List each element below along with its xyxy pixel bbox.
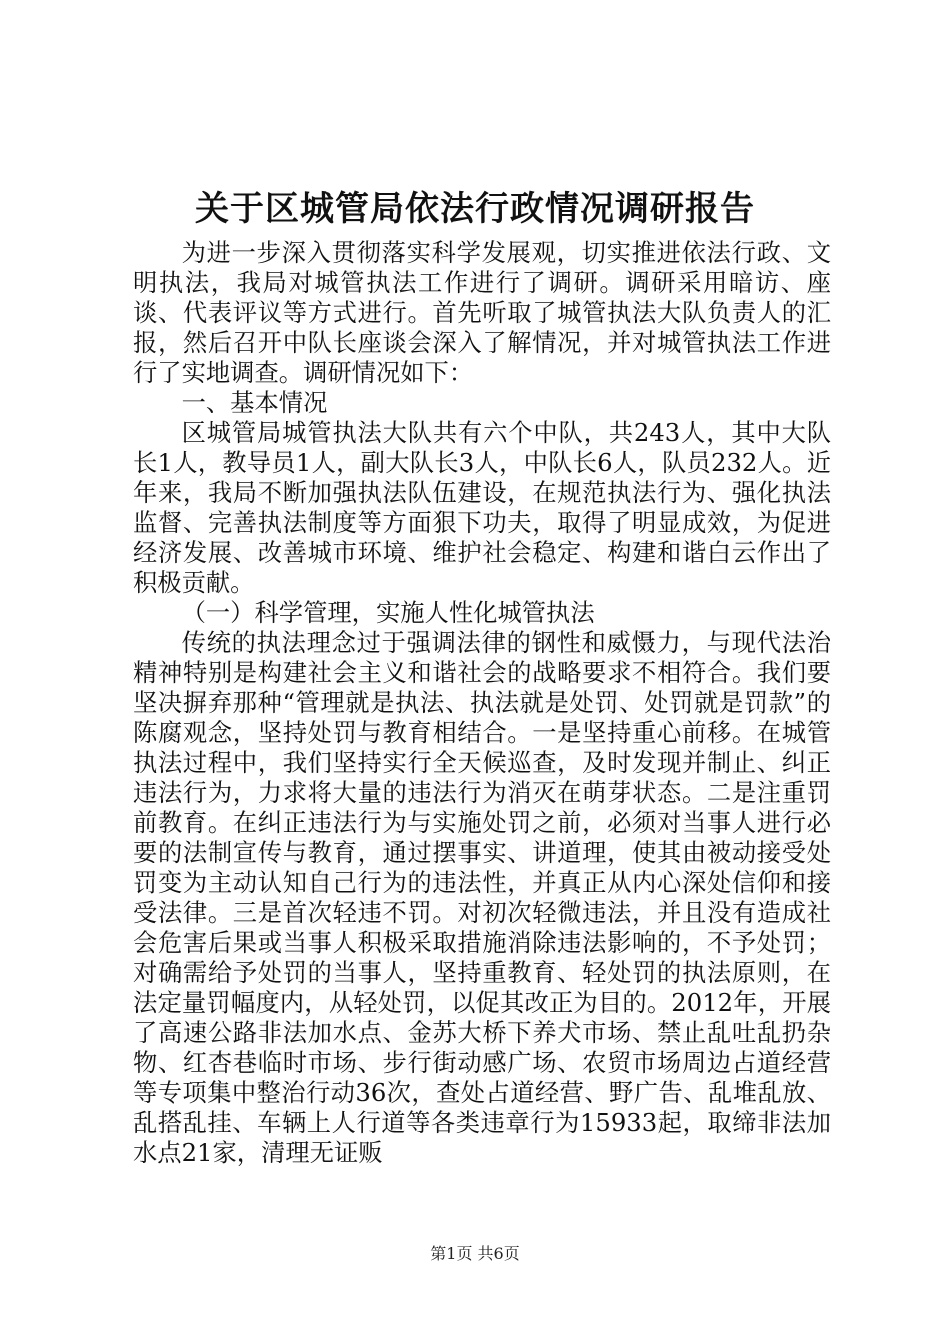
- page-footer: 第1页 共6页: [430, 1244, 520, 1263]
- subsection-heading-scientific-management: （一）科学管理，实施人性化城管执法: [181, 598, 595, 627]
- intro-paragraph: 为进一步深入贯彻落实科学发展观，切实推进依法行政、文明执法，我局对城管执法工作进行了调研。调研采用暗访、座谈、代表评议等方式进行。首先听取了城管执法大队负责人的汇报，然后召开中队长座谈会深入了解情况，并对城管执法工作进行了实地调查。调研情况如下：: [133, 238, 831, 387]
- document-body: [133, 238, 831, 1168]
- basic-situation-paragraph: 区城管局城管执法大队共有六个中队，共243人，其中大队长1人，教导员1人，副大队长3人，中队长6人，队员232人。近年来，我局不断加强执法队伍建设，在规范执法行为、强化执法监督、完善执法制度等方面狠下功夫，取得了明显成效，为促进经济发展、改善城市环境、维护社会稳定、构建和谐白云作出了积极贡献。: [133, 418, 831, 597]
- scientific-management-paragraph: 传统的执法理念过于强调法律的钢性和威慑力，与现代法治精神特别是构建社会主义和谐社会的战略要求不相符合。我们要坚决摒弃那种“管理就是执法、执法就是处罚、处罚就是罚款”的陈腐观念，坚持处罚与教育相结合。一是坚持重心前移。在城管执法过程中，我们坚持实行全天候巡查，及时发现并制止、纠正违法行为，力求将大量的违法行为消灭在萌芽状态。二是注重罚前教育。在纠正违法行为与实施处罚之前，必须对当事人进行必要的法制宣传与教育，通过摆事实、讲道理，使其由被动接受处罚变为主动认知自己行为的违法性，并真正从内心深处信仰和接受法律。三是首次轻违不罚。对初次轻微违法，并且没有造成社会危害后果或当事人积极采取措施消除违法影响的，不予处罚；对确需给予处罚的当事人，坚持重教育、轻处罚的执法原则，在法定量罚幅度内，从轻处罚，以促其改正为目的。2012年，开展了高速公路非法加水点、金苏大桥下养犬市场、禁止乱吐乱扔杂物、红杏巷临时市场、步行街动感广场、农贸市场周边占道经营等专项集中整治行动36次，查处占道经营、野广告、乱堆乱放、乱搭乱挂、车辆上人行道等各类违章行为15933起，取缔非法加水点21家，清理无证贩: [133, 628, 831, 1167]
- section-heading-basic-situation: 一、基本情况: [181, 388, 328, 417]
- document-title: 关于区城管局依法行政情况调研报告: [195, 189, 755, 229]
